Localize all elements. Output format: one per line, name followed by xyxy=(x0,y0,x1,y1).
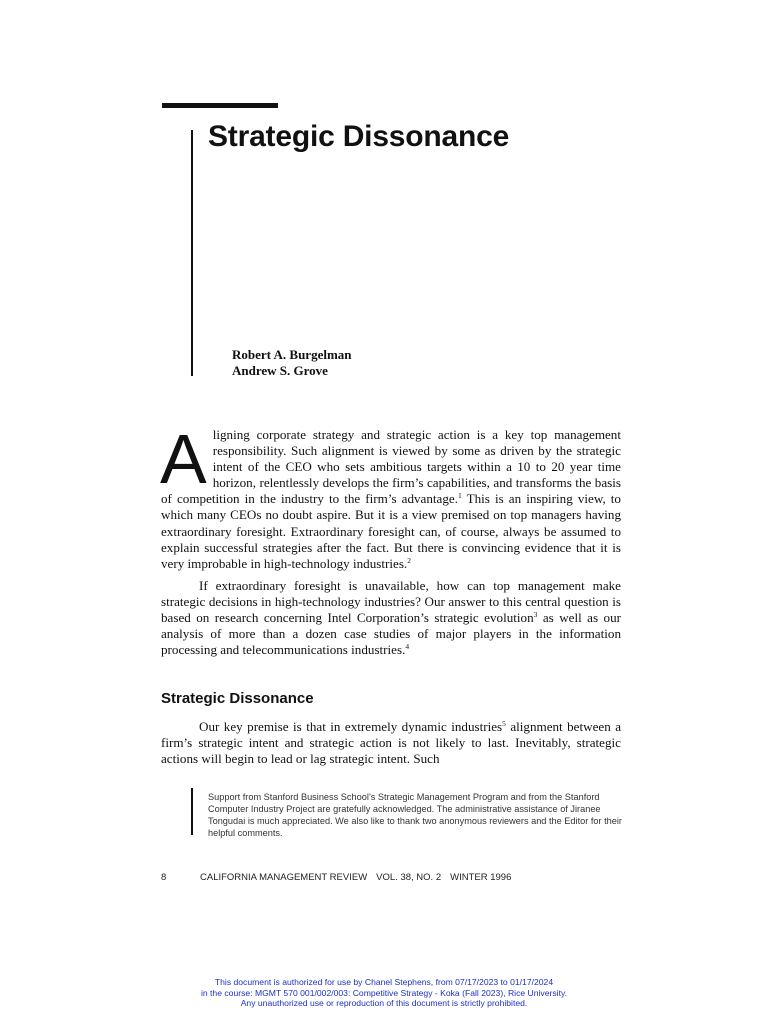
title-top-rule xyxy=(162,103,278,108)
footnote-rule xyxy=(191,788,193,835)
acknowledgement-footnote: Support from Stanford Business School’s Strategic Management Program and from the Stanford Computer Industry Project are gratefully acknowledged. The administrative assistance of Jiranee Tongudai is much appreciated. We also like to thank two anonymous reviewers and the Editor for their helpful comments. xyxy=(208,792,622,838)
author-name: Robert A. Burgelman xyxy=(232,347,352,362)
footnote-ref[interactable]: 1 xyxy=(458,491,462,501)
authorization-notice xyxy=(0,977,768,1009)
issue-date: WINTER 1996 xyxy=(450,872,512,883)
footnote-ref[interactable]: 5 xyxy=(502,719,506,728)
notice-line: Any unauthorized use or reproduction of this document is strictly prohibited. xyxy=(240,998,528,1008)
title-vertical-rule xyxy=(191,130,193,376)
drop-cap: A xyxy=(160,420,207,498)
paragraph-text: This is an inspiring view, to which many CEOs no doubt aspire. But it is a view premised on top managers having extraordinary foresight. Extraordinary foresight can, of course, always be assumed to explain successful strategies after the fact. But there is convincing evidence that it is very improbable in high-technology industries. xyxy=(161,491,621,571)
journal-name: CALIFORNIA MANAGEMENT REVIEW xyxy=(200,872,368,883)
article-title: Strategic Dissonance xyxy=(208,120,510,153)
footnote-ref[interactable]: 3 xyxy=(533,610,538,620)
author-list xyxy=(232,347,352,379)
footnote-ref[interactable]: 4 xyxy=(405,642,410,652)
notice-line: in the course: MGMT 570 001/002/003: Competitive Strategy - Koka (Fall 2023), Rice University. xyxy=(200,987,568,998)
paragraph-text: alignment between a firm’s strategic intent and strategic action is not likely to last. Inevitably, strategic actions will begin to lead or lag strategic intent. Such xyxy=(161,719,622,767)
paragraph-text: as well as our analysis of more than a dozen case studies of major players in the information processing and telecommunications industries. xyxy=(161,610,621,658)
footnote-ref[interactable]: 2 xyxy=(407,555,411,565)
section-body xyxy=(161,719,621,767)
intro-body xyxy=(160,420,621,658)
paragraph-text: Our key premise is that in extremely dynamic industries xyxy=(199,719,503,734)
paragraph-text: ligning corporate strategy and strategic action is a key top management responsibility. Such alignment is viewed by some as driven by the strategic intent of the CEO who sets ambitious targets within a 10 to 20 year time horizon, relentlessly develops the firm’s capabilities, and transforms the basis of competition in the industry to the firm’s advantage. xyxy=(161,427,621,507)
intro-paragraph xyxy=(160,420,621,572)
section-heading: Strategic Dissonance xyxy=(161,690,314,707)
page-footer xyxy=(161,872,511,883)
paragraph-text: If extraordinary foresight is unavailable, how can top management make strategic decisions in high-technology industries? Our answer to this central question is based on research concerning Intel Corporation’s strategic evolution xyxy=(161,577,621,626)
author-name: Andrew S. Grove xyxy=(232,363,328,378)
page-number: 8 xyxy=(161,872,167,883)
notice-line: This document is authorized for use by Chanel Stephens, from 07/17/2023 to 01/17/2024 xyxy=(214,977,554,987)
intro-paragraph xyxy=(161,578,621,658)
section-paragraph xyxy=(161,719,621,767)
volume-info: VOL. 38, NO. 2 xyxy=(376,872,442,883)
